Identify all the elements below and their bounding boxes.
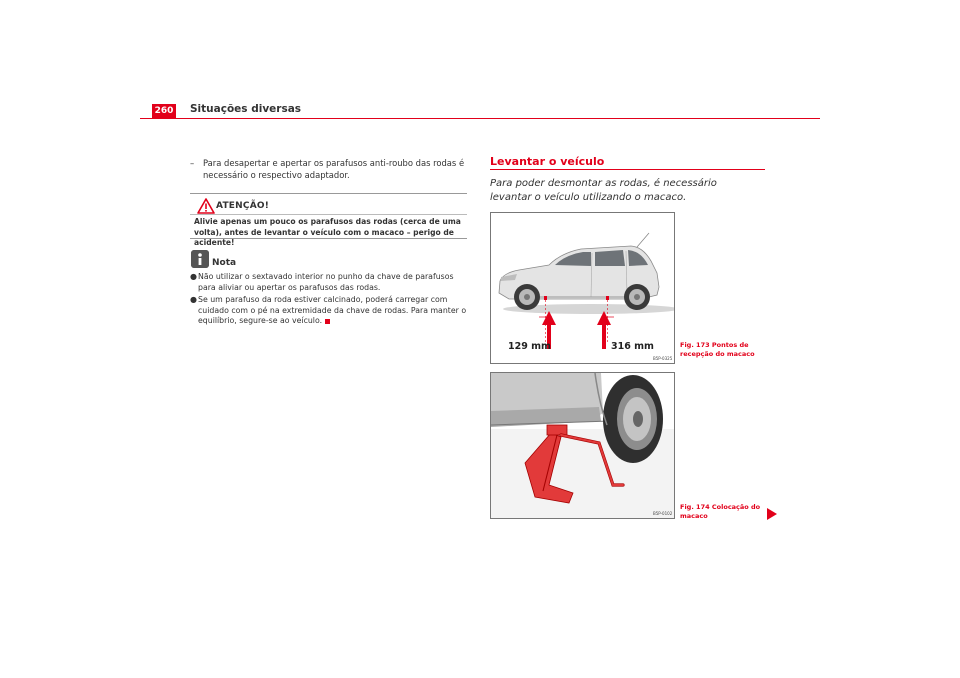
figure-code: B5P-0102: [653, 511, 673, 516]
section-intro: Para poder desmontar as rodas, é necessário levantar o veículo utilizando o macaco.: [490, 178, 717, 203]
figure-caption: Fig. 173 Pontos de recepção do macaco: [680, 341, 755, 358]
note-info-icon: [191, 250, 209, 268]
rear-jack-distance-label: 316 mm: [611, 341, 654, 352]
warning-triangle-icon: [197, 198, 215, 214]
section-rule: [490, 169, 765, 170]
figure-jack-placement: [490, 372, 675, 519]
step-dash: –: [190, 158, 195, 168]
note-title: Nota: [212, 258, 237, 268]
figure-caption: Fig. 174 Colocação do macaco: [680, 503, 761, 520]
page-number: 260: [152, 104, 176, 118]
note-item: [190, 295, 470, 327]
warning-title: ATENÇÃO!: [216, 201, 270, 211]
front-jack-distance-label: 129 mm: [508, 341, 551, 352]
section-title: Levantar o veículo: [490, 155, 605, 168]
warning-text: Alivie apenas um pouco os parafusos das rodas (cerca de uma volta), antes de levantar o veículo com o macaco – perigo de acidente!: [194, 217, 461, 247]
end-of-section-icon: [325, 319, 330, 324]
note-list: [190, 272, 470, 329]
running-title: Situações diversas: [190, 103, 302, 115]
jack-placement-illustration: [491, 373, 674, 518]
continue-arrow-icon: [766, 507, 778, 521]
bullet-icon: ●: [190, 295, 197, 305]
note-item-text: Se um parafuso da roda estiver calcinado, poderá carregar com cuidado com o pé na extremidade da chave de rodas. Para manter o equilíbrio, segure-se ao veículo.: [198, 295, 467, 326]
figure-code: B5P-0325: [653, 356, 673, 361]
step-text: Para desapertar e apertar os parafusos anti-roubo das rodas é necessário o respectivo adaptador.: [203, 158, 465, 180]
bullet-icon: ●: [190, 272, 197, 281]
note-item-text: Não utilizar o sextavado interior no punho da chave de parafusos para aliviar ou apertar os parafusos das rodas.: [198, 272, 454, 292]
warning-separator: [190, 214, 467, 215]
instruction-step: [190, 157, 470, 181]
note-item: [190, 272, 470, 293]
header-rule: [140, 118, 820, 119]
